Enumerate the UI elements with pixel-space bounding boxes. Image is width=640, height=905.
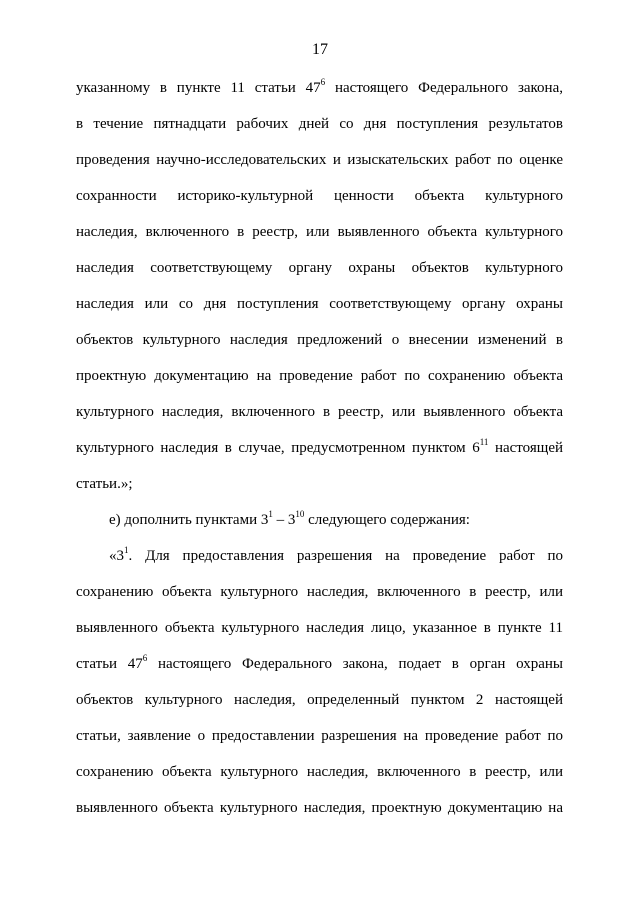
paragraph-line: культурного наследия, включенного в реестр, или выявленного объекта: [76, 404, 563, 420]
paragraph-line: в течение пятнадцати рабочих дней со дня поступления результатов: [76, 116, 563, 132]
paragraph-line: объектов культурного наследия, определенный пунктом 2 настоящей: [76, 692, 563, 708]
page-number: 17: [312, 41, 328, 58]
paragraph-line: «$3^1$. Для предоставления разрешения на проведение работ по: [109, 545, 563, 564]
paragraph-line: сохранению объекта культурного наследия, включенного в реестр, или: [76, 764, 563, 780]
paragraph-line: статьи.»;: [76, 476, 133, 492]
paragraph-line: объектов культурного наследия предложений о внесении изменений в: [76, 332, 563, 348]
paragraph-line: проектную документацию на проведение работ по сохранению объекта: [76, 368, 563, 384]
paragraph-line: наследия или со дня поступления соответствующему органу охраны: [76, 296, 563, 312]
paragraph-line: сохранности историко-культурной ценности объекта культурного: [76, 188, 563, 204]
paragraph-line: указанному в пункте 11 статьи $47^6$ настоящего Федерального закона,: [76, 77, 563, 96]
paragraph-line: выявленного объекта культурного наследия лицо, указанное в пункте 11: [76, 620, 563, 636]
document-body: [76, 70, 563, 826]
paragraph-line: статьи $47^6$ настоящего Федерального закона, подает в орган охраны: [76, 653, 563, 672]
paragraph-line: наследия соответствующему органу охраны объектов культурного: [76, 260, 563, 276]
paragraph-line: статьи, заявление о предоставлении разрешения на проведение работ по: [76, 728, 563, 744]
paragraph-line: культурного наследия в случае, предусмотренном пунктом $6^{11}$ настоящей: [76, 437, 564, 456]
paragraph-line: выявленного объекта культурного наследия, проектную документацию на: [76, 800, 563, 816]
paragraph-line: сохранению объекта культурного наследия, включенного в реестр, или: [76, 584, 563, 600]
subitem-heading: е) дополнить пунктами $3^1 - 3^{10}$ следующего содержания:: [109, 509, 470, 528]
paragraph-line: наследия, включенного в реестр, или выявленного объекта культурного: [76, 224, 563, 240]
paragraph-line: проведения научно-исследовательских и изыскательских работ по оценке: [76, 152, 563, 168]
